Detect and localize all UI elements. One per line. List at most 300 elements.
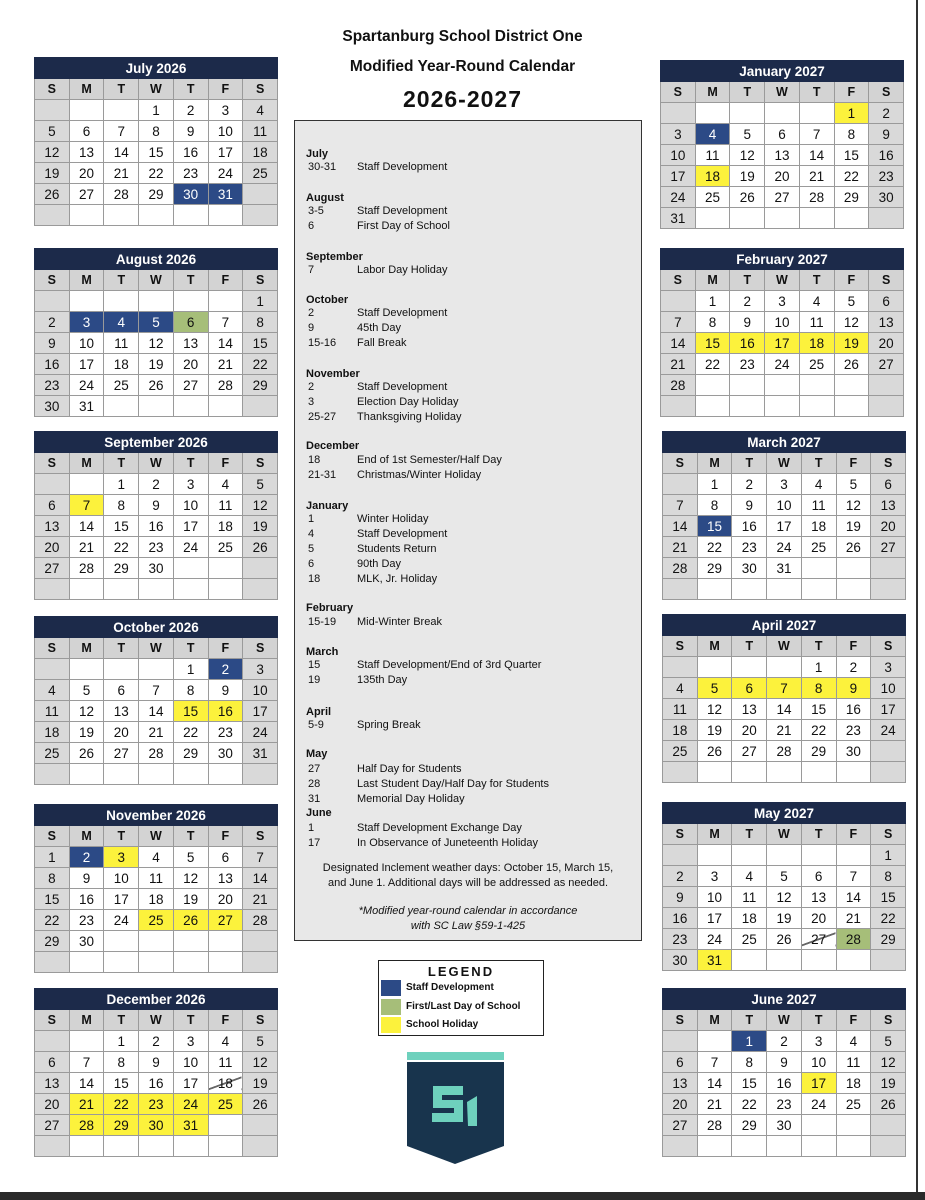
day-cell: 17 xyxy=(173,1073,208,1094)
day-cell: 3 xyxy=(243,659,278,680)
day-cell: 24 xyxy=(871,720,906,741)
empty-cell xyxy=(35,952,70,973)
empty-cell xyxy=(663,657,698,678)
empty-cell xyxy=(35,659,70,680)
day-cell: 20 xyxy=(732,720,767,741)
day-cell: 1 xyxy=(732,1031,767,1052)
day-cell: 29 xyxy=(801,741,836,762)
day-cell: 9 xyxy=(869,124,904,145)
day-cell: 25 xyxy=(208,1094,243,1115)
event-row: 3-5 Staff Development xyxy=(308,205,448,217)
week-row xyxy=(663,537,906,558)
day-cell: 24 xyxy=(173,1094,208,1115)
empty-cell xyxy=(695,103,730,124)
empty-cell xyxy=(208,764,243,785)
day-cell: 4 xyxy=(695,124,730,145)
calendar-apr27 xyxy=(662,614,906,783)
empty-cell xyxy=(799,375,834,396)
day-cell: 16 xyxy=(767,1073,802,1094)
day-cell: 10 xyxy=(697,887,732,908)
day-cell: 31 xyxy=(243,743,278,764)
day-cell: 4 xyxy=(243,100,278,121)
empty-cell xyxy=(69,100,104,121)
week-row xyxy=(35,121,278,142)
day-cell: 26 xyxy=(697,741,732,762)
day-cell: 22 xyxy=(695,354,730,375)
day-cell: 20 xyxy=(104,722,139,743)
empty-cell xyxy=(836,950,871,971)
empty-cell xyxy=(697,657,732,678)
day-cell: 1 xyxy=(35,847,70,868)
day-cell: 30 xyxy=(35,396,70,417)
week-row xyxy=(35,291,278,312)
day-cell: 22 xyxy=(104,1094,139,1115)
weekday-label: T xyxy=(104,453,139,474)
day-cell: 24 xyxy=(69,375,104,396)
weekday-label: W xyxy=(767,636,802,657)
empty-cell xyxy=(801,1136,836,1157)
day-cell: 8 xyxy=(697,495,732,516)
day-cell: 14 xyxy=(799,145,834,166)
empty-cell xyxy=(799,396,834,417)
empty-cell xyxy=(730,103,765,124)
empty-cell xyxy=(697,579,732,600)
week-row xyxy=(663,516,906,537)
empty-cell xyxy=(104,764,139,785)
day-cell: 7 xyxy=(799,124,834,145)
week-row xyxy=(663,1094,906,1115)
week-row xyxy=(663,720,906,741)
day-cell: 25 xyxy=(836,1094,871,1115)
empty-cell xyxy=(69,474,104,495)
empty-cell xyxy=(104,579,139,600)
empty-cell xyxy=(243,205,278,226)
empty-cell xyxy=(732,1136,767,1157)
empty-cell xyxy=(243,1136,278,1157)
day-cell: 10 xyxy=(871,678,906,699)
weekday-label: F xyxy=(208,1010,243,1031)
day-cell: 3 xyxy=(801,1031,836,1052)
day-cell: 22 xyxy=(35,910,70,931)
day-cell: 4 xyxy=(139,847,174,868)
empty-cell xyxy=(869,396,904,417)
day-cell: 17 xyxy=(104,889,139,910)
day-cell: 13 xyxy=(69,142,104,163)
day-cell: 18 xyxy=(35,722,70,743)
empty-cell xyxy=(208,396,243,417)
empty-cell xyxy=(767,1136,802,1157)
weekday-label: W xyxy=(767,453,802,474)
week-row xyxy=(663,678,906,699)
day-cell: 12 xyxy=(139,333,174,354)
day-cell: 29 xyxy=(697,558,732,579)
day-cell: 12 xyxy=(35,142,70,163)
empty-cell xyxy=(801,845,836,866)
weekday-label: T xyxy=(173,1010,208,1031)
empty-cell xyxy=(208,205,243,226)
weekday-label: T xyxy=(799,82,834,103)
empty-cell xyxy=(139,205,174,226)
event-row: 25-27 Thanksgiving Holiday xyxy=(308,411,462,423)
empty-cell xyxy=(173,952,208,973)
important-dates-panel xyxy=(294,120,642,941)
empty-cell xyxy=(661,291,696,312)
week-row xyxy=(35,495,278,516)
day-cell: 3 xyxy=(765,291,800,312)
day-cell: 15 xyxy=(834,145,869,166)
empty-cell xyxy=(801,1115,836,1136)
day-cell: 13 xyxy=(208,868,243,889)
day-cell: 15 xyxy=(801,699,836,720)
weekday-label: M xyxy=(69,270,104,291)
day-cell: 18 xyxy=(139,889,174,910)
day-cell: 12 xyxy=(243,495,278,516)
empty-cell xyxy=(767,579,802,600)
legend-item-first-last-day xyxy=(381,999,539,1015)
weekday-label: M xyxy=(697,636,732,657)
day-cell: 3 xyxy=(767,474,802,495)
day-cell: 21 xyxy=(697,1094,732,1115)
day-cell: 24 xyxy=(697,929,732,950)
weekday-label: F xyxy=(208,826,243,847)
empty-cell xyxy=(208,1136,243,1157)
calendar-jun27 xyxy=(662,988,906,1157)
day-cell: 3 xyxy=(69,312,104,333)
day-cell: 26 xyxy=(871,1094,906,1115)
events-month-label: September xyxy=(306,251,363,263)
weekday-label: S xyxy=(243,270,278,291)
day-cell: 1 xyxy=(871,845,906,866)
weekday-label: T xyxy=(173,79,208,100)
weekday-label: F xyxy=(836,824,871,845)
calendar-oct26 xyxy=(34,616,278,785)
day-cell: 14 xyxy=(767,699,802,720)
day-cell: 26 xyxy=(139,375,174,396)
day-cell: 24 xyxy=(767,537,802,558)
empty-cell xyxy=(69,205,104,226)
day-cell: 27 xyxy=(871,537,906,558)
weekday-label: W xyxy=(139,270,174,291)
day-cell: 9 xyxy=(69,868,104,889)
day-cell: 8 xyxy=(801,678,836,699)
day-cell: 22 xyxy=(697,537,732,558)
weekday-label: T xyxy=(173,826,208,847)
legend-item-staff-development xyxy=(381,980,539,996)
day-cell: 23 xyxy=(767,1094,802,1115)
weekday-label: F xyxy=(836,453,871,474)
events-month-label: May xyxy=(306,748,328,760)
weekday-label: S xyxy=(35,1010,70,1031)
day-cell: 26 xyxy=(243,1094,278,1115)
day-cell: 23 xyxy=(69,910,104,931)
day-cell: 9 xyxy=(730,312,765,333)
day-cell: 20 xyxy=(869,333,904,354)
weekday-label: M xyxy=(697,1010,732,1031)
week-row xyxy=(661,354,904,375)
empty-cell xyxy=(834,396,869,417)
day-cell: 25 xyxy=(663,741,698,762)
day-cell: 27 xyxy=(208,910,243,931)
day-cell: 10 xyxy=(104,868,139,889)
week-row xyxy=(35,537,278,558)
week-row xyxy=(35,910,278,931)
empty-cell xyxy=(765,396,800,417)
day-cell: 29 xyxy=(35,931,70,952)
day-cell: 18 xyxy=(208,1073,243,1094)
weekday-label: S xyxy=(869,82,904,103)
day-cell: 25 xyxy=(35,743,70,764)
day-cell: 14 xyxy=(697,1073,732,1094)
day-cell: 7 xyxy=(661,312,696,333)
day-cell: 18 xyxy=(695,166,730,187)
day-cell: 26 xyxy=(35,184,70,205)
events-month-label: October xyxy=(306,294,349,306)
day-cell: 12 xyxy=(871,1052,906,1073)
day-cell: 11 xyxy=(801,495,836,516)
day-cell: 1 xyxy=(104,1031,139,1052)
empty-cell xyxy=(767,762,802,783)
week-row xyxy=(35,516,278,537)
empty-cell xyxy=(869,208,904,229)
day-cell: 13 xyxy=(765,145,800,166)
empty-cell xyxy=(663,845,698,866)
day-cell: 7 xyxy=(69,495,104,516)
day-cell: 15 xyxy=(104,1073,139,1094)
day-cell: 17 xyxy=(767,516,802,537)
day-cell: 17 xyxy=(697,908,732,929)
day-cell: 21 xyxy=(139,722,174,743)
day-cell: 9 xyxy=(35,333,70,354)
day-cell: 5 xyxy=(730,124,765,145)
empty-cell xyxy=(732,762,767,783)
day-cell: 29 xyxy=(243,375,278,396)
day-cell: 13 xyxy=(732,699,767,720)
day-cell: 5 xyxy=(69,680,104,701)
day-cell: 23 xyxy=(35,375,70,396)
day-cell: 24 xyxy=(173,537,208,558)
weekday-label: M xyxy=(697,453,732,474)
week-row xyxy=(35,680,278,701)
day-cell: 19 xyxy=(173,889,208,910)
day-cell: 1 xyxy=(697,474,732,495)
week-row xyxy=(35,354,278,375)
month-title: September 2026 xyxy=(35,432,278,453)
week-row xyxy=(661,291,904,312)
day-cell: 12 xyxy=(69,701,104,722)
day-cell: 27 xyxy=(801,929,836,950)
empty-cell xyxy=(104,396,139,417)
day-cell: 6 xyxy=(869,291,904,312)
day-cell: 30 xyxy=(663,950,698,971)
day-cell: 2 xyxy=(208,659,243,680)
day-cell: 7 xyxy=(663,495,698,516)
weekday-label: W xyxy=(139,79,174,100)
day-cell: 4 xyxy=(732,866,767,887)
day-cell: 15 xyxy=(243,333,278,354)
events-month-label: December xyxy=(306,440,360,452)
weekday-label: W xyxy=(765,82,800,103)
day-cell: 2 xyxy=(663,866,698,887)
weekday-label: W xyxy=(765,270,800,291)
day-cell: 13 xyxy=(663,1073,698,1094)
day-cell: 16 xyxy=(732,516,767,537)
event-row: 19 135th Day xyxy=(308,674,408,686)
week-row xyxy=(663,1031,906,1052)
weekday-label: T xyxy=(104,638,139,659)
empty-cell xyxy=(695,396,730,417)
day-cell: 2 xyxy=(173,100,208,121)
day-cell: 18 xyxy=(104,354,139,375)
week-row xyxy=(663,657,906,678)
weekday-label: S xyxy=(35,826,70,847)
weekday-label: M xyxy=(697,824,732,845)
week-row xyxy=(35,396,278,417)
day-cell: 7 xyxy=(243,847,278,868)
week-row xyxy=(35,100,278,121)
weekday-label: T xyxy=(104,826,139,847)
day-cell: 24 xyxy=(208,163,243,184)
day-cell: 31 xyxy=(767,558,802,579)
week-row xyxy=(35,184,278,205)
weekday-label: T xyxy=(104,270,139,291)
day-cell: 28 xyxy=(208,375,243,396)
week-row xyxy=(661,187,904,208)
weekday-label: T xyxy=(732,1010,767,1031)
day-cell: 23 xyxy=(836,720,871,741)
empty-cell xyxy=(104,291,139,312)
empty-cell xyxy=(139,396,174,417)
day-cell: 22 xyxy=(139,163,174,184)
day-cell: 10 xyxy=(173,495,208,516)
weekday-label: M xyxy=(69,1010,104,1031)
day-cell: 22 xyxy=(834,166,869,187)
day-cell: 9 xyxy=(767,1052,802,1073)
week-row xyxy=(663,558,906,579)
day-cell: 5 xyxy=(243,474,278,495)
day-cell: 6 xyxy=(732,678,767,699)
day-cell: 15 xyxy=(35,889,70,910)
day-cell: 20 xyxy=(765,166,800,187)
day-cell: 26 xyxy=(173,910,208,931)
day-cell: 3 xyxy=(104,847,139,868)
empty-cell xyxy=(208,952,243,973)
day-cell: 5 xyxy=(834,291,869,312)
empty-cell xyxy=(871,950,906,971)
day-cell: 28 xyxy=(69,558,104,579)
day-cell: 8 xyxy=(104,1052,139,1073)
weekday-label: T xyxy=(801,636,836,657)
event-row: 2 Staff Development xyxy=(308,307,448,319)
empty-cell xyxy=(35,579,70,600)
empty-cell xyxy=(697,1136,732,1157)
week-row xyxy=(663,1073,906,1094)
week-row xyxy=(35,952,278,973)
weekday-label: S xyxy=(663,824,698,845)
day-cell: 30 xyxy=(173,184,208,205)
inclement-weather-note: Designated Inclement weather days: October 15, March 15, and June 1. Additional days will be addressed as needed. xyxy=(322,862,614,889)
empty-cell xyxy=(836,1115,871,1136)
empty-cell xyxy=(173,764,208,785)
week-row xyxy=(35,474,278,495)
day-cell: 29 xyxy=(834,187,869,208)
day-cell: 24 xyxy=(801,1094,836,1115)
day-cell: 28 xyxy=(799,187,834,208)
event-row: 21-31 Christmas/Winter Holiday xyxy=(308,469,482,481)
day-cell: 13 xyxy=(871,495,906,516)
event-row: 6 90th Day xyxy=(308,558,402,570)
day-cell: 22 xyxy=(732,1094,767,1115)
event-row: 4 Staff Development xyxy=(308,528,448,540)
week-row xyxy=(661,333,904,354)
weekday-label: T xyxy=(173,638,208,659)
day-cell: 4 xyxy=(836,1031,871,1052)
day-cell: 8 xyxy=(834,124,869,145)
day-cell: 4 xyxy=(663,678,698,699)
month-title: December 2026 xyxy=(35,989,278,1010)
empty-cell xyxy=(173,931,208,952)
weekday-label: W xyxy=(139,1010,174,1031)
empty-cell xyxy=(663,762,698,783)
day-cell: 1 xyxy=(104,474,139,495)
day-cell: 17 xyxy=(661,166,696,187)
day-cell: 4 xyxy=(104,312,139,333)
weekday-label: S xyxy=(243,1010,278,1031)
empty-cell xyxy=(104,931,139,952)
empty-cell xyxy=(836,1136,871,1157)
day-cell: 9 xyxy=(139,1052,174,1073)
day-cell: 24 xyxy=(243,722,278,743)
event-row: 15-16 Fall Break xyxy=(308,337,407,349)
events-month-label: March xyxy=(306,646,339,658)
empty-cell xyxy=(663,579,698,600)
weekday-label: S xyxy=(871,453,906,474)
empty-cell xyxy=(173,205,208,226)
day-cell: 27 xyxy=(69,184,104,205)
week-row xyxy=(35,1031,278,1052)
day-cell: 25 xyxy=(801,537,836,558)
empty-cell xyxy=(139,764,174,785)
weekday-label: S xyxy=(35,453,70,474)
week-row xyxy=(661,396,904,417)
day-cell: 28 xyxy=(697,1115,732,1136)
day-cell: 17 xyxy=(765,333,800,354)
week-row xyxy=(35,205,278,226)
day-cell: 8 xyxy=(139,121,174,142)
day-cell: 13 xyxy=(35,516,70,537)
week-row xyxy=(35,889,278,910)
empty-cell xyxy=(801,762,836,783)
week-row xyxy=(663,762,906,783)
weekday-label: T xyxy=(173,453,208,474)
weekday-label: T xyxy=(173,270,208,291)
empty-cell xyxy=(243,931,278,952)
empty-cell xyxy=(836,558,871,579)
weekday-label: M xyxy=(695,82,730,103)
day-cell: 13 xyxy=(801,887,836,908)
legend-title: LEGEND xyxy=(427,964,495,979)
event-row: 5-9 Spring Break xyxy=(308,719,421,731)
day-cell: 28 xyxy=(836,929,871,950)
empty-cell xyxy=(799,103,834,124)
day-cell: 23 xyxy=(663,929,698,950)
event-row: 31 Memorial Day Holiday xyxy=(308,793,465,805)
day-cell: 25 xyxy=(208,537,243,558)
day-cell: 5 xyxy=(139,312,174,333)
events-month-label: August xyxy=(306,192,344,204)
first-last-day-swatch xyxy=(381,999,401,1015)
week-row xyxy=(663,474,906,495)
day-cell: 10 xyxy=(69,333,104,354)
